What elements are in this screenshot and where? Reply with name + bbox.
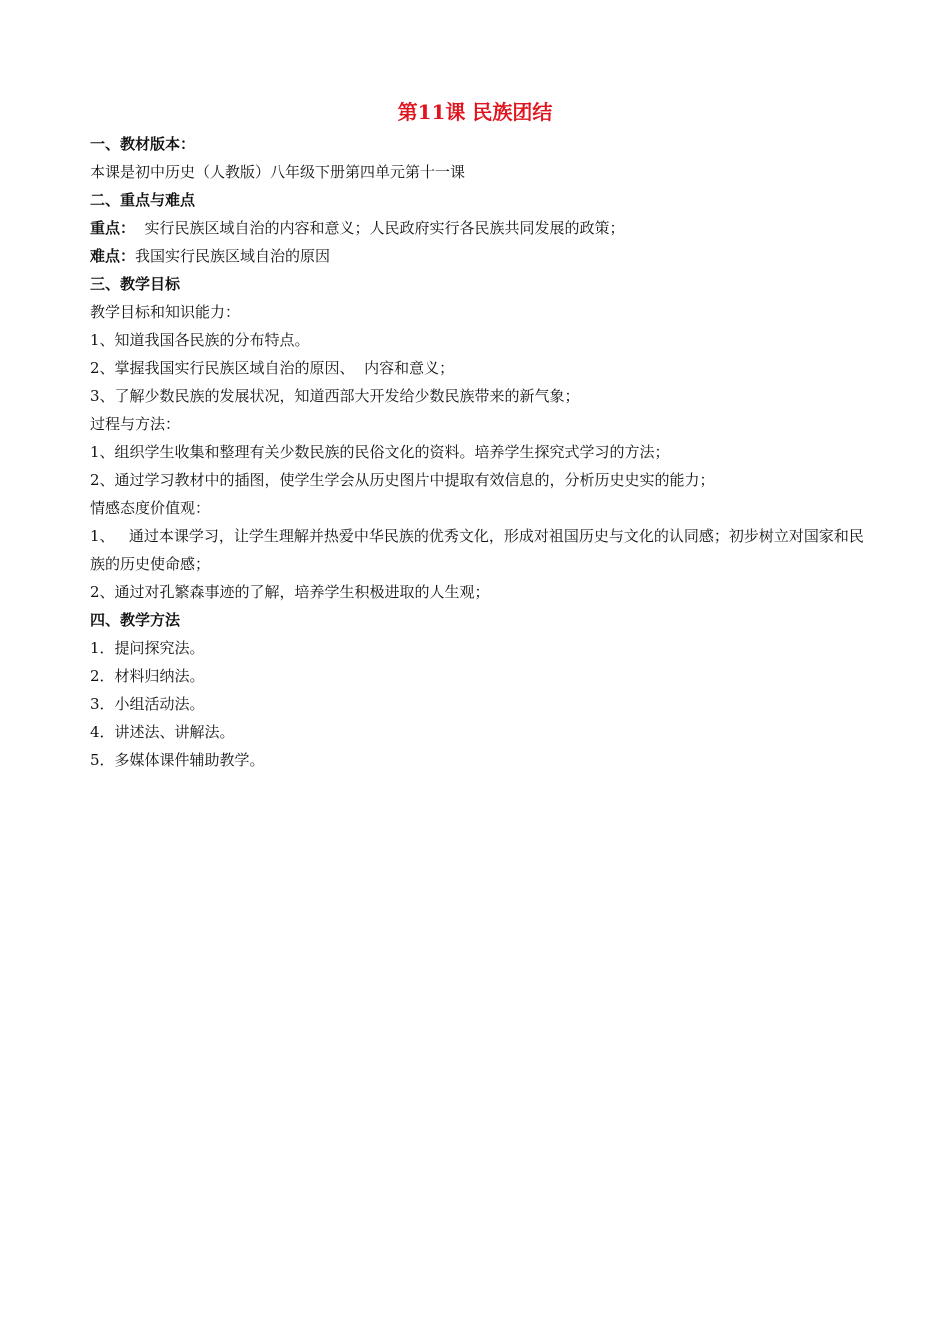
list-item: 2、通过对孔繁森事迹的了解，培养学生积极进取的人生观； bbox=[90, 583, 490, 601]
list-item: 4．讲述法、讲解法。 bbox=[90, 723, 235, 741]
objectives-process-subheading: 过程与方法： bbox=[90, 415, 181, 433]
list-item: 1、组织学生收集和整理有关少数民族的民俗文化的资料。培养学生探究式学习的方法； bbox=[90, 443, 670, 461]
key-point-line bbox=[90, 214, 870, 242]
list-item: 3．小组活动法。 bbox=[90, 695, 205, 713]
textbook-version-text: 本课是初中历史（人教版）八年级下册第四单元第十一课 bbox=[90, 163, 466, 181]
difficult-point-line bbox=[90, 242, 870, 270]
section-heading-textbook: 一、教材版本： bbox=[90, 135, 196, 153]
page-title: 第11课 民族团结 bbox=[397, 100, 553, 124]
list-item: 2、掌握我国实行民族区域自治的原因、 内容和意义； bbox=[90, 359, 455, 377]
list-item: 1．提问探究法。 bbox=[90, 639, 205, 657]
key-point-label: 重点： bbox=[90, 219, 136, 237]
difficult-point-label: 难点： bbox=[90, 247, 136, 265]
list-item: 2．材料归纳法。 bbox=[90, 667, 205, 685]
objectives-attitude-subheading: 情感态度价值观： bbox=[90, 499, 211, 517]
list-item: 5．多媒体课件辅助教学。 bbox=[90, 751, 265, 769]
document-body bbox=[90, 130, 870, 774]
list-item: 1、 通过本课学习，让学生理解并热爱中华民族的优秀文化，形成对祖国历史与文化的认同感；初步树立对国家和民族的历史使命感； bbox=[90, 527, 864, 573]
section-heading-objectives: 三、教学目标 bbox=[90, 275, 181, 293]
list-item: 1、知道我国各民族的分布特点。 bbox=[90, 331, 310, 349]
section-heading-methods: 四、教学方法 bbox=[90, 611, 181, 629]
section-heading-key-points: 二、重点与难点 bbox=[90, 191, 196, 209]
difficult-point-text: 我国实行民族区域自治的原因 bbox=[135, 247, 331, 265]
objectives-knowledge-subheading: 教学目标和知识能力： bbox=[90, 303, 241, 321]
list-item: 2、通过学习教材中的插图，使学生学会从历史图片中提取有效信息的，分析历史史实的能力； bbox=[90, 471, 715, 489]
list-item: 3、了解少数民族的发展状况，知道西部大开发给少数民族带来的新气象； bbox=[90, 387, 580, 405]
key-point-text: 实行民族区域自治的内容和意义；人民政府实行各民族共同发展的政策； bbox=[135, 219, 625, 237]
